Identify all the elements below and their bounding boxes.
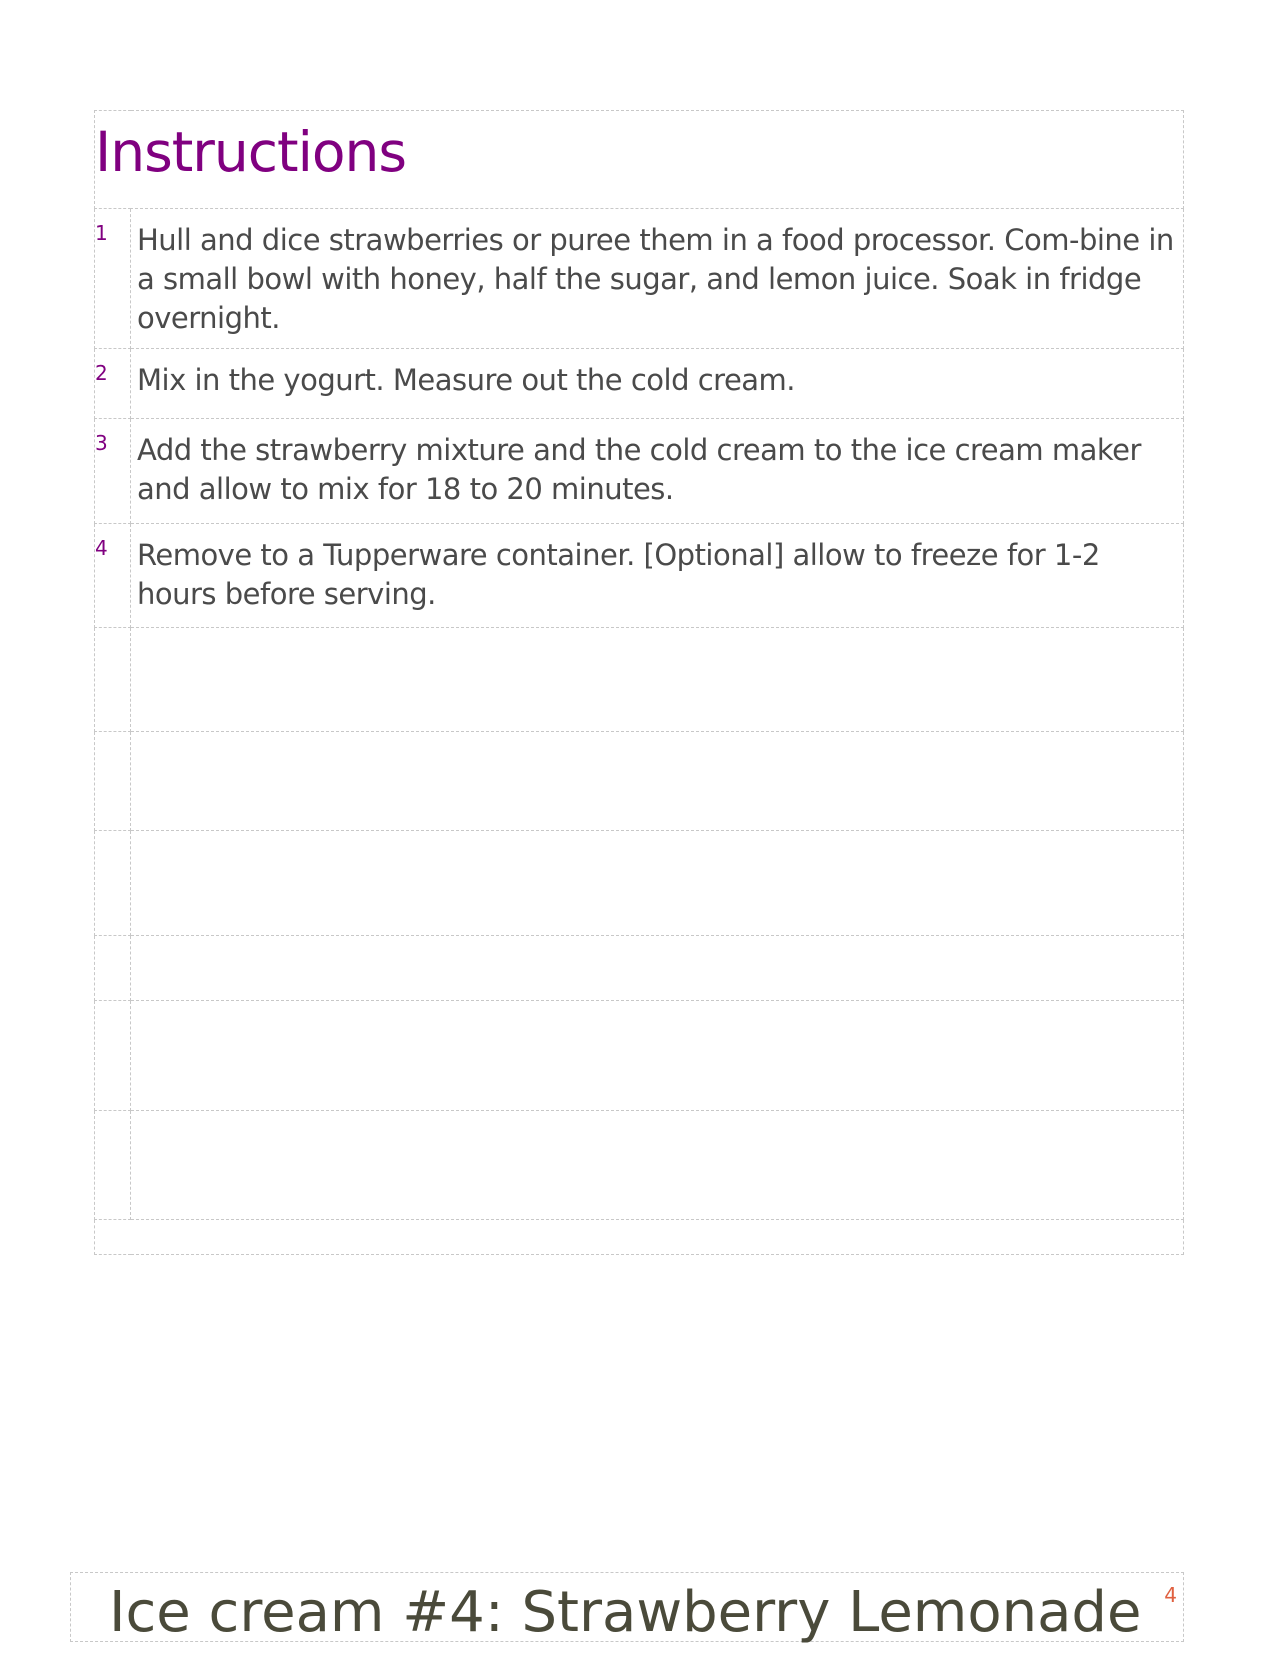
footer [70, 1572, 1184, 1645]
empty-row [95, 1220, 1184, 1255]
empty-row [95, 936, 1184, 1001]
heading-cell [95, 111, 1184, 209]
step-text: Add the strawberry mixture and the cold cream to the ice cream maker and allow to mix for 18 to 20 minutes. [137, 433, 1141, 506]
step-text: Hull and dice strawberries or puree them in a food processor. Com-bine in a small bowl with honey, half the sugar, and lemon juice. Soak in fridge overnight. [137, 223, 1174, 335]
empty-row [95, 732, 1184, 831]
step-row [95, 524, 1184, 628]
empty-row [95, 628, 1184, 732]
instructions-table [94, 110, 1184, 1255]
step-number: 1 [95, 221, 108, 245]
recipe-title: Ice cream #4: Strawberry Lemonade [109, 1580, 1142, 1645]
step-row [95, 419, 1184, 524]
page-number: 4 [1164, 1583, 1177, 1607]
step-number: 4 [95, 536, 108, 560]
empty-row [95, 1111, 1184, 1220]
step-number: 3 [95, 431, 108, 455]
step-text: Mix in the yogurt. Measure out the cold cream. [137, 363, 796, 397]
empty-row [95, 831, 1184, 936]
step-row [95, 209, 1184, 349]
step-text: Remove to a Tupperware container. [Optional] allow to freeze for 1-2 hours before serving. [137, 538, 1100, 611]
step-row [95, 349, 1184, 419]
empty-row [95, 1001, 1184, 1111]
instructions-heading: Instructions [95, 120, 407, 184]
step-number: 2 [95, 361, 108, 385]
